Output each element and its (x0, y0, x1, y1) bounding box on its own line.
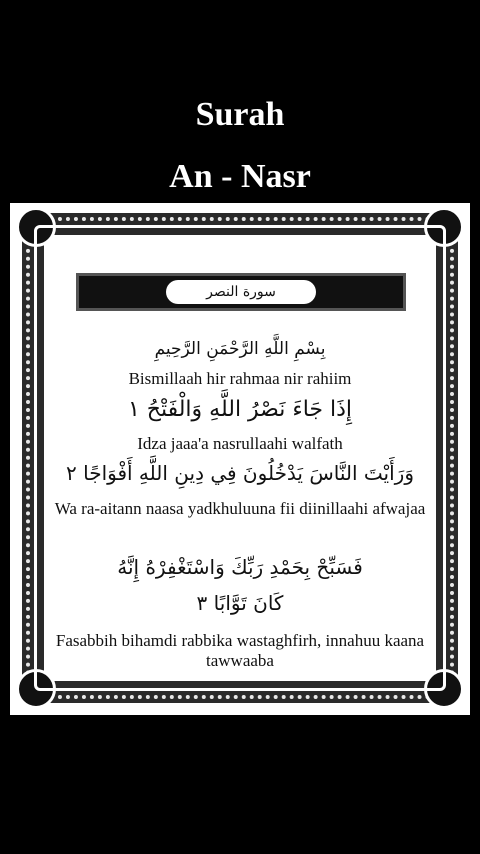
verse-arabic-3: فَسَبِّحْ بِحَمْدِ رَبِّكَ وَاسْتَغْفِرْهُ إِنَّهُ (117, 555, 363, 579)
corner-ornament (424, 669, 464, 709)
corner-ornament (16, 669, 56, 709)
verse-arabic-2: وَرَأَيْتَ النَّاسَ يَدْخُلُونَ فِي دِينِ اللَّهِ أَفْوَاجًا ٢ (66, 461, 414, 485)
corner-ornament (16, 207, 56, 247)
verse-arabic-3-cont: كَانَ تَوَّابًا ٣ (196, 591, 284, 615)
verse-transliteration-basmala: Bismillaah hir rahmaa nir rahiim (128, 369, 352, 388)
title-surah: Surah (195, 96, 285, 133)
surah-card (10, 203, 470, 715)
surah-header-label: سورة النصر (166, 280, 316, 304)
title-surah-name: An - Nasr (169, 158, 311, 195)
ornamental-frame (22, 213, 458, 703)
verse-arabic-1: إِذَا جَاءَ نَصْرُ اللَّهِ وَالْفَتْحُ ١ (127, 397, 353, 422)
verse-transliteration-3: Fasabbih bihamdi rabbika wastaghfirh, innahuu kaana tawwaaba (55, 631, 425, 670)
surah-header-banner (76, 273, 406, 311)
verse-transliteration-1: Idza jaaa'a nasrullaahi walfath (137, 434, 343, 453)
corner-ornament (424, 207, 464, 247)
verse-transliteration-2: Wa ra-aitann naasa yadkhuluuna fii diinillaahi afwajaa (54, 499, 426, 518)
verse-arabic-basmala: بِسْمِ اللَّهِ الرَّحْمَنِ الرَّحِيمِ (154, 339, 326, 359)
